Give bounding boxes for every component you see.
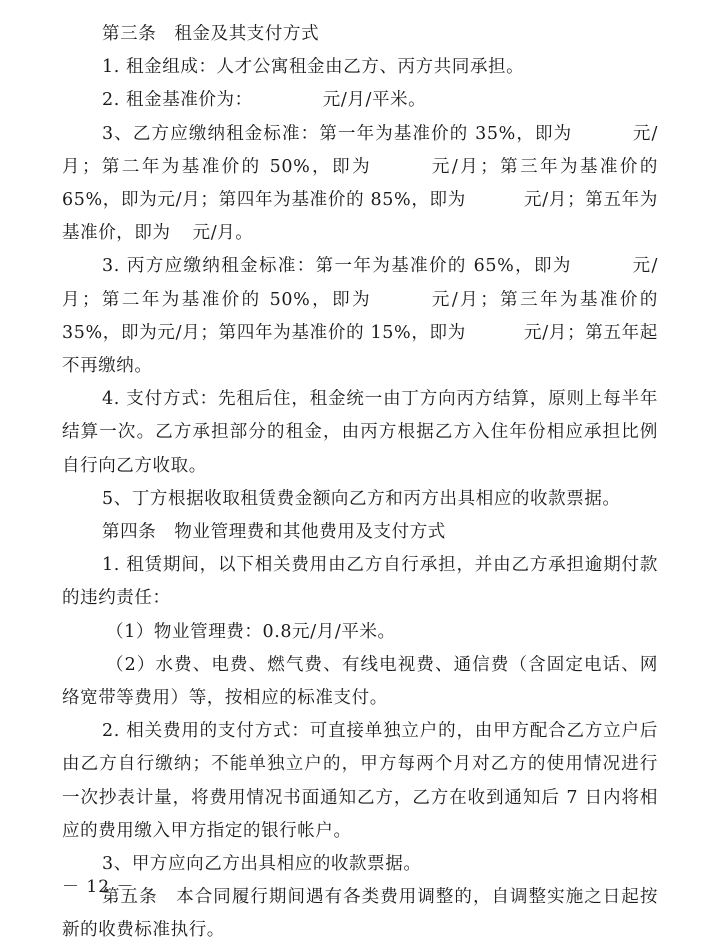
article3-item3a-part4: 元/月；第四年为基准价的 85%，即为	[157, 190, 466, 211]
article3-item3a-part6: 元/月。	[192, 223, 254, 244]
article3-item5: 5、丁方根据收取租赁费金额向乙方和丙方出具相应的收款票据。	[102, 488, 621, 509]
article3-item3b-part2: 元/月；第二年为基准价的 50%，即为	[62, 256, 658, 310]
article3-heading: 第三条 租金及其支付方式	[102, 24, 320, 44]
article3-item4: 4. 支付方式：先租后住，租金统一由丁方向丙方结算，原则上每半年结算一次。乙方承担部分的租金，由丙方根据乙方入住年份相应承担比例自行向乙方收取。	[62, 389, 658, 476]
article3-item3b-part4: 元/月；第四年为基准价的 15%，即为	[157, 322, 466, 343]
article3-item3b-part1: 3. 丙方应缴纳租金标准：第一年为基准价的 65%，即为	[102, 256, 572, 277]
article3-item2-prefix: 2. 租金基准价为：	[102, 90, 253, 111]
article3-item3a-part5: 元/月；第五年为基准价，即为	[62, 190, 658, 244]
article4-item2: 2. 相关费用的支付方式：可直接单独立户的，由甲方配合乙方立户后由乙方自行缴纳；不能单独立户的，甲方每两个月对乙方的使用情况进行一次抄表计量，将费用情况书面通知乙方，乙方在收到通知后 7 日内将相应的费用缴入甲方指定的银行帐户。	[62, 721, 658, 841]
article4-item3: 3、甲方应向乙方出具相应的收款票据。	[102, 854, 422, 875]
document-page	[62, 18, 658, 948]
article3-item1: 1. 租金组成：人才公寓租金由乙方、丙方共同承担。	[102, 57, 525, 78]
article3-item3a-part3: 元/月；第三年为基准价的 65%，即为	[62, 156, 658, 211]
article3-item3b-part3: 元/月；第三年为基准价的 35%，即为	[62, 289, 658, 343]
article3-item2-suffix: 元/月/平米。	[322, 90, 427, 111]
article3-item3a	[62, 118, 658, 251]
page-number: － 12 －	[62, 877, 135, 897]
article4-sub2: （2）水费、电费、燃气费、有线电视费、通信费（含固定电话、网络宽带等费用）等，按相应的标准支付。	[62, 654, 658, 709]
article4-sub1: （1）物业管理费：0.8元/月/平米。	[106, 621, 396, 642]
article4-item1: 1. 租赁期间，以下相关费用由乙方自行承担，并由乙方承担逾期付款的违约责任：	[62, 555, 658, 609]
article3-item3b-part5: 元/月；第五年起不再缴纳。	[62, 322, 658, 377]
article4-heading: 第四条 物业管理费和其他费用及支付方式	[102, 522, 446, 543]
article3-item3a-part2: 元/月；第二年为基准价的 50%，即为	[62, 123, 658, 177]
article3-item2	[62, 84, 658, 117]
article5-text: 第五条 本合同履行期间遇有各类费用调整的，自调整实施之日起按新的收费标准执行。	[62, 887, 658, 941]
article3-item3a-part1: 3、乙方应缴纳租金标准：第一年为基准价的 35%，即为	[102, 123, 573, 144]
article3-item3b	[62, 250, 658, 383]
